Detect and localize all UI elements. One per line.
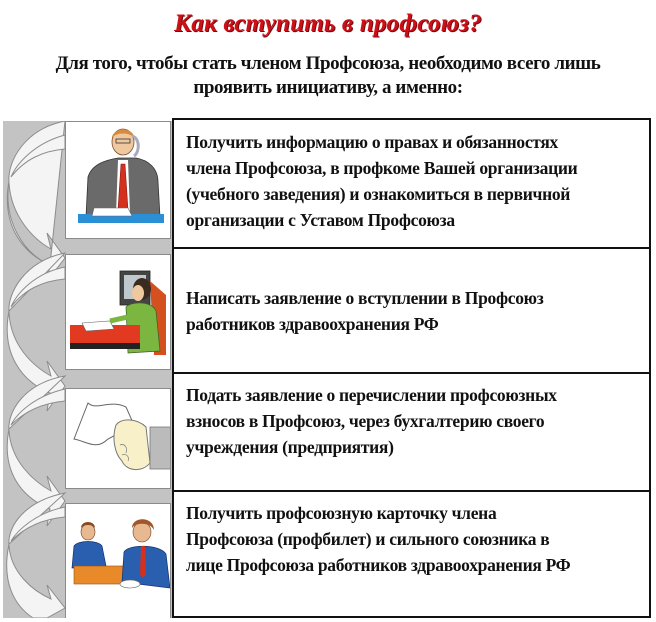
step-1-line: члена Профсоюза, в профкоме Вашей организации	[186, 158, 578, 178]
step-1-line: (учебного заведения) и ознакомиться в первичной	[186, 184, 571, 204]
step-3-line: взносов в Профсоюз, через бухгалтерию своего	[186, 411, 545, 431]
illustration-two-men	[65, 503, 171, 618]
intro-line-2: проявить инициативу, а именно:	[193, 77, 463, 98]
page-title: Как вступить в профсоюз?	[174, 10, 482, 37]
illustration-man-on-phone	[65, 121, 171, 239]
intro-line-1: Для того, чтобы стать членом Профсоюза, необходимо всего лишь	[55, 53, 601, 74]
step-2-line: Написать заявление о вступлении в Профсоюз	[186, 287, 544, 308]
illustration-hand-paper	[65, 388, 171, 489]
step-1-line: Получить информацию о правах и обязанностях	[186, 132, 558, 152]
step-3	[174, 372, 649, 490]
woman-at-desk-icon	[66, 255, 171, 370]
step-1-text	[186, 129, 577, 247]
step-2-text	[186, 285, 543, 337]
step-2	[174, 247, 649, 372]
step-3-line: Подать заявление о перечислении профсоюзных	[186, 385, 557, 405]
step-3-text	[186, 382, 557, 490]
meeting-icon	[66, 504, 171, 618]
illustration-woman-writing	[65, 254, 171, 370]
flow-arrows-icon	[3, 121, 73, 618]
step-4-line: Получить профсоюзную карточку члена	[186, 503, 497, 523]
steps-table	[172, 118, 651, 618]
step-4-line: лице Профсоюза работников здравоохранения РФ	[186, 555, 571, 575]
step-3-line: учреждения (предприятия)	[186, 437, 394, 457]
man-on-phone-icon	[66, 122, 171, 239]
step-1	[174, 120, 649, 247]
step-4-text	[186, 500, 570, 616]
step-4-line: Профсоюза (профбилет) и сильного союзника в	[186, 529, 550, 549]
intro-text	[0, 52, 656, 100]
step-4	[174, 490, 649, 616]
hand-holding-paper-icon	[66, 389, 171, 489]
step-2-line: работников здравоохранения РФ	[186, 313, 439, 334]
step-1-line: организации с Уставом Профсоюза	[186, 210, 455, 230]
